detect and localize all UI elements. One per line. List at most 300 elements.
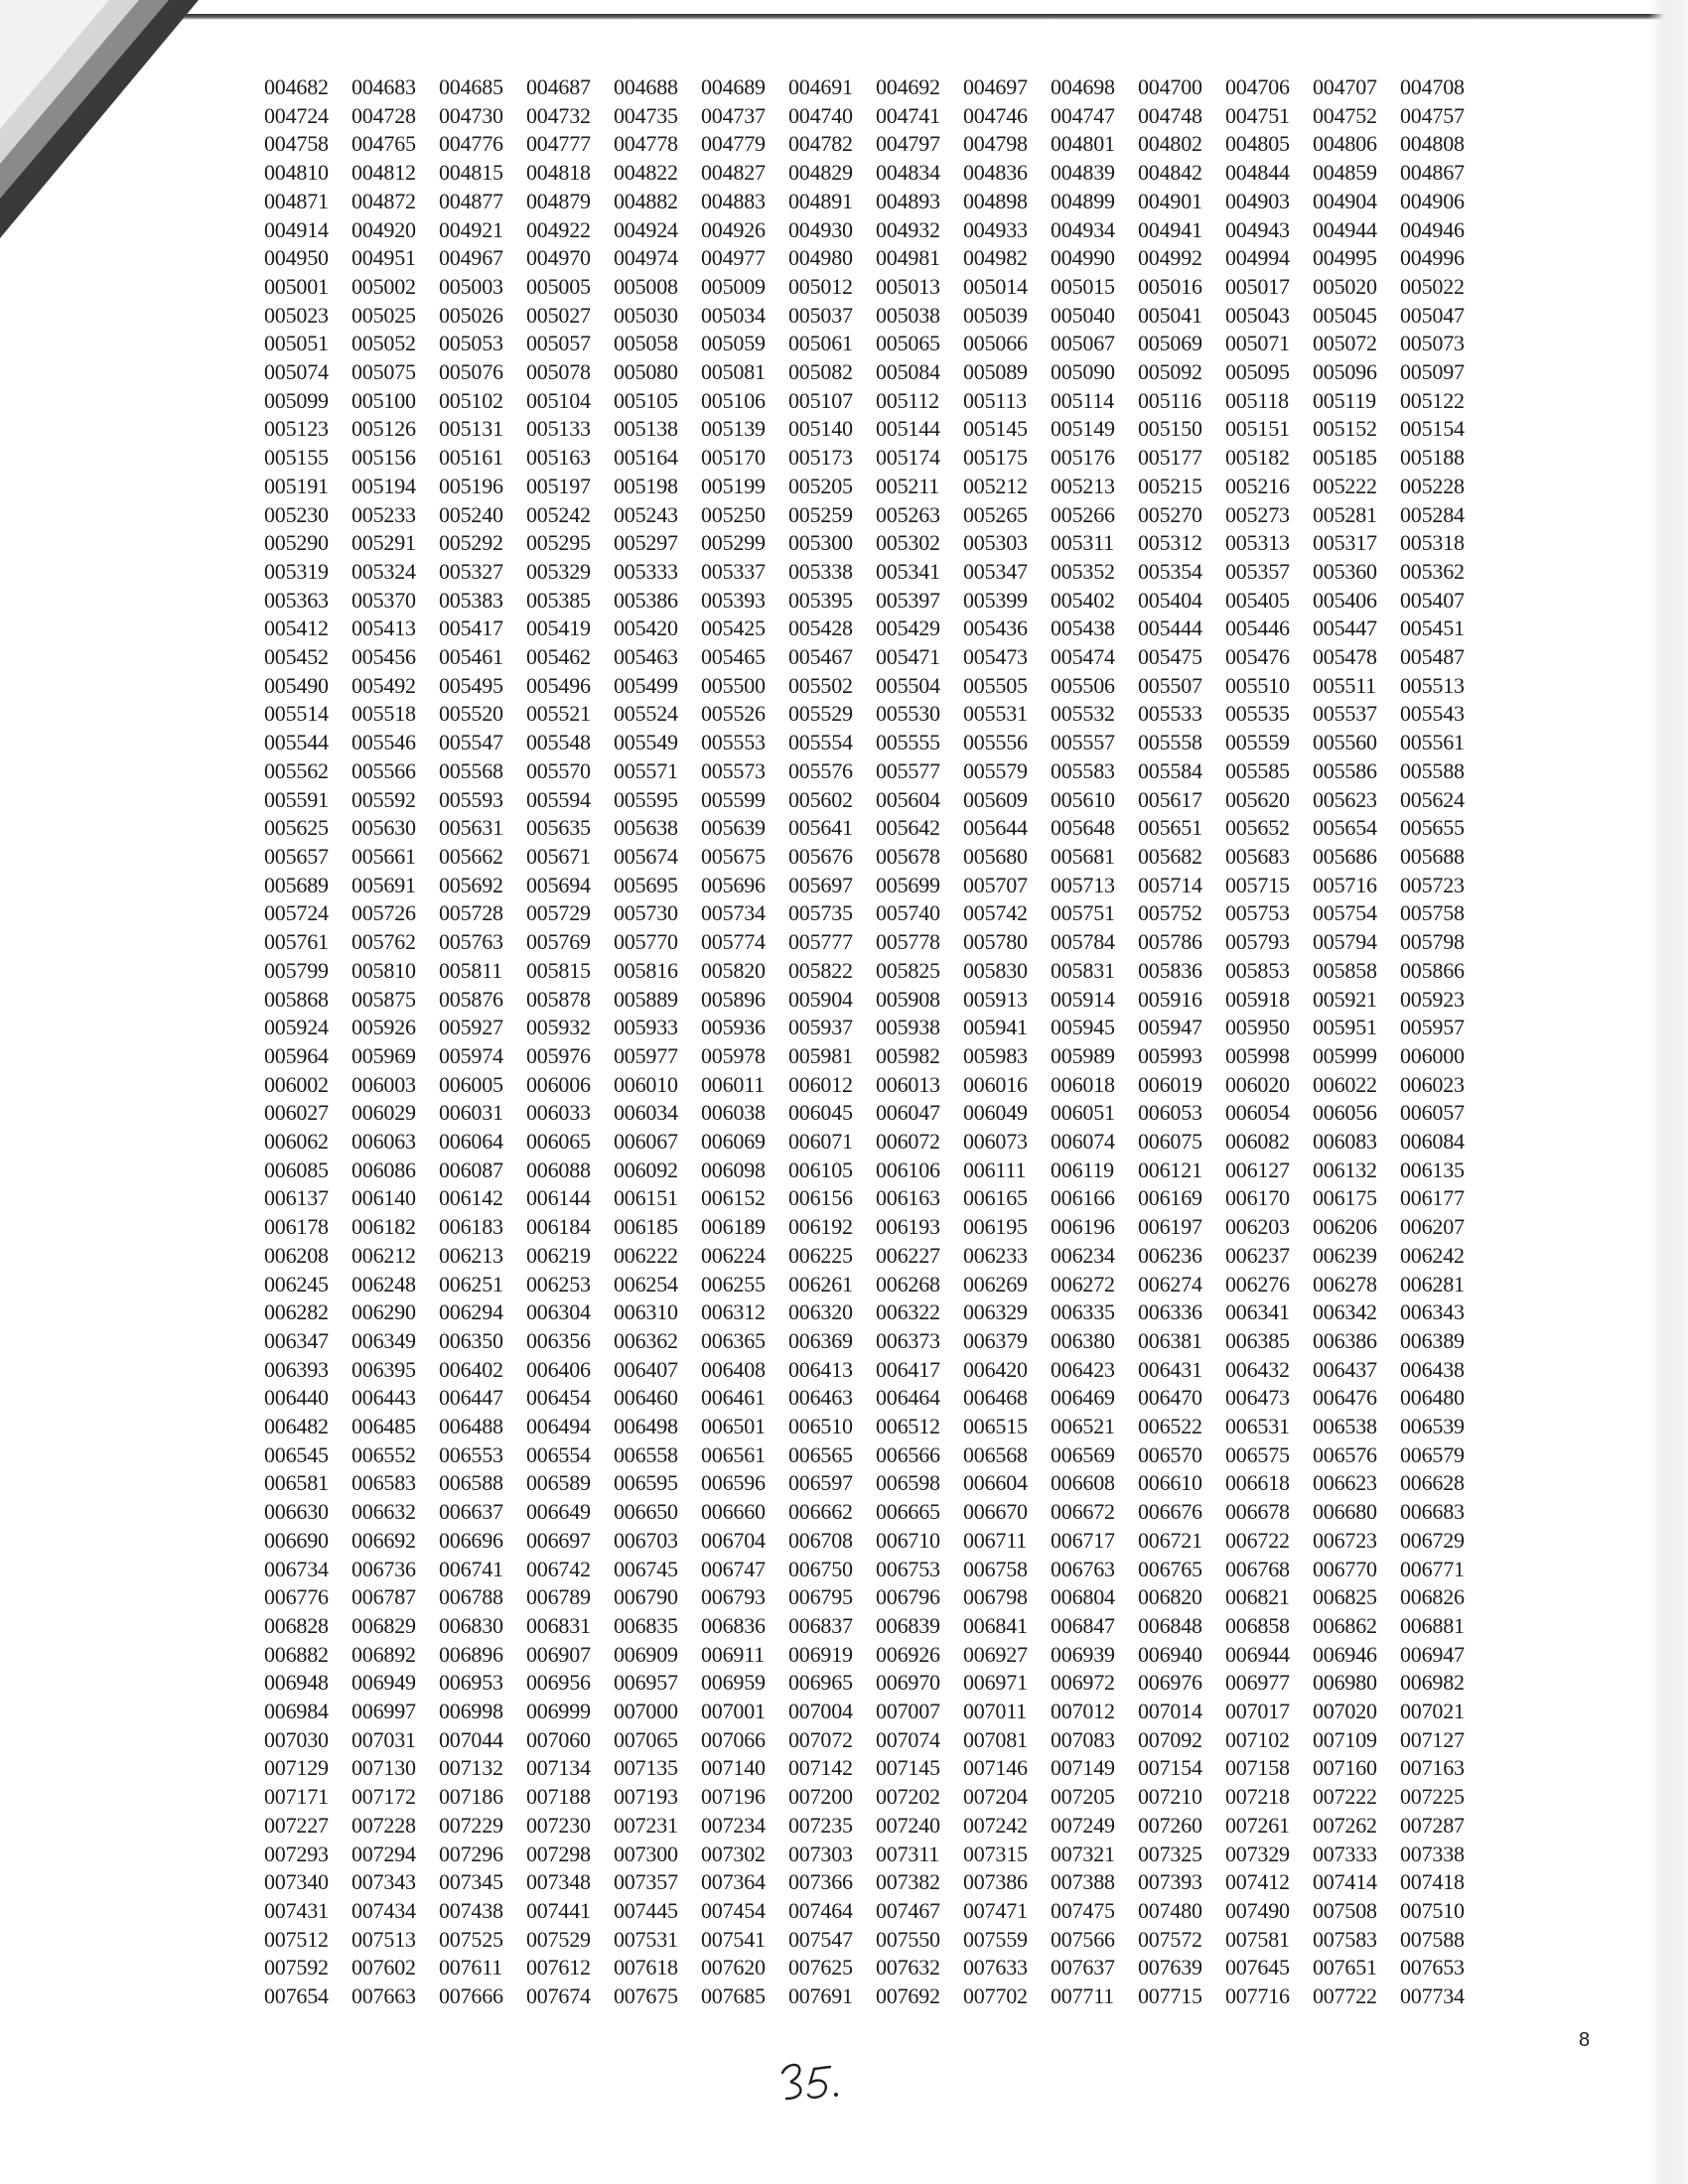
table-cell: 006595 [614,1470,678,1496]
table-cell: 006018 [1051,1071,1115,1097]
table-cell: 007508 [1313,1898,1377,1923]
table-cell: 006002 [264,1071,329,1097]
table-cell: 006959 [701,1670,766,1696]
table-cell: 005546 [352,730,416,755]
table-row [264,986,1487,1015]
table-cell: 006362 [614,1327,678,1353]
table-cell: 007210 [1138,1784,1202,1810]
table-cell: 005072 [1313,331,1377,356]
table-row [264,1868,1487,1897]
table-cell: 006322 [876,1299,940,1325]
table-cell: 005695 [614,872,678,897]
table-cell: 006073 [963,1129,1028,1155]
table-row [264,1271,1487,1299]
table-cell: 005053 [439,331,503,356]
table-cell: 004737 [701,102,766,128]
table-cell: 005916 [1138,986,1202,1012]
table-cell: 005502 [788,672,853,698]
table-row [264,1469,1487,1498]
table-cell: 006583 [352,1470,416,1496]
table-cell: 004692 [876,74,940,99]
table-cell: 005675 [701,843,766,869]
table-cell: 006182 [352,1214,416,1240]
table-cell: 005490 [264,672,329,698]
table-cell: 005780 [963,929,1028,955]
table-cell: 006788 [439,1584,503,1610]
table-cell: 006212 [352,1242,416,1268]
table-cell: 006545 [264,1441,329,1467]
table-cell: 005595 [614,786,678,812]
table-cell: 007639 [1138,1955,1202,1980]
table-cell: 005751 [1051,900,1115,926]
table-cell: 006510 [788,1414,853,1439]
table-cell: 006245 [264,1271,329,1297]
table-cell: 006350 [439,1327,503,1353]
table-cell: 005933 [614,1015,678,1040]
table-row [264,700,1487,729]
table-cell: 005584 [1138,757,1202,783]
table-cell: 005932 [526,1015,591,1040]
table-cell: 006369 [788,1327,853,1353]
table-cell: 005196 [439,473,503,498]
table-cell: 006135 [1400,1157,1465,1182]
table-cell: 007490 [1225,1898,1290,1923]
table-cell: 005270 [1138,501,1202,527]
table-cell: 005047 [1400,302,1465,328]
table-cell: 006239 [1313,1242,1377,1268]
table-cell: 005531 [963,701,1028,727]
table-cell: 007060 [526,1726,591,1752]
table-cell: 006787 [352,1584,416,1610]
table-cell: 006413 [788,1356,853,1382]
table-cell: 005724 [264,900,329,926]
table-cell: 006207 [1400,1214,1465,1240]
table-cell: 005714 [1138,872,1202,897]
table-cell: 007222 [1313,1784,1377,1810]
table-cell: 006092 [614,1157,678,1182]
table-cell: 006063 [352,1129,416,1155]
table-row [264,1812,1487,1841]
table-cell: 005058 [614,331,678,356]
table-cell: 005393 [701,587,766,613]
table-cell: 006320 [788,1299,853,1325]
table-row [264,899,1487,928]
table-cell: 006065 [526,1129,591,1155]
table-cell: 005076 [439,359,503,385]
table-cell: 007231 [614,1812,678,1838]
table-row [264,1128,1487,1157]
table-cell: 005586 [1313,757,1377,783]
table-row [264,1042,1487,1071]
table-cell: 005655 [1400,815,1465,841]
table-cell: 006027 [264,1100,329,1126]
table-cell: 005461 [439,644,503,670]
table-cell: 006708 [788,1527,853,1553]
table-cell: 005630 [352,815,416,841]
table-cell: 006821 [1225,1584,1290,1610]
table-cell: 006847 [1051,1612,1115,1638]
table-cell: 005889 [614,986,678,1012]
table-cell: 006892 [352,1641,416,1667]
table-cell: 007340 [264,1869,329,1895]
table-cell: 006000 [1400,1042,1465,1068]
table-cell: 005836 [1138,957,1202,983]
table-cell: 006597 [788,1470,853,1496]
table-cell: 004883 [701,188,766,213]
table-cell: 005429 [876,615,940,641]
table-row [264,786,1487,815]
table-cell: 007513 [352,1926,416,1952]
table-cell: 006304 [526,1299,591,1325]
table-cell: 005896 [701,986,766,1012]
table-cell: 004757 [1400,102,1465,128]
table-row [264,1669,1487,1698]
table-cell: 006829 [352,1612,416,1638]
table-cell: 005012 [788,273,853,299]
table-cell: 005734 [701,900,766,926]
table-cell: 005937 [788,1015,853,1040]
table-row [264,843,1487,872]
table-cell: 005273 [1225,501,1290,527]
table-cell: 005982 [876,1042,940,1068]
table-cell: 005571 [614,757,678,783]
table-cell: 004798 [963,131,1028,157]
table-cell: 005947 [1138,1015,1202,1040]
table-cell: 006373 [876,1327,940,1353]
table-cell: 005499 [614,672,678,698]
table-cell: 007512 [264,1926,329,1952]
table-cell: 007663 [352,1983,416,2009]
table-cell: 005810 [352,957,416,983]
table-cell: 005533 [1138,701,1202,727]
table-cell: 007229 [439,1812,503,1838]
table-cell: 005039 [963,302,1028,328]
table-cell: 006703 [614,1527,678,1553]
table-cell: 005402 [1051,587,1115,613]
table-cell: 006196 [1051,1214,1115,1240]
table-cell: 007547 [788,1926,853,1952]
table-cell: 007637 [1051,1955,1115,1980]
table-cell: 005297 [614,530,678,556]
table-cell: 005005 [526,273,591,299]
table-cell: 006269 [963,1271,1028,1297]
table-cell: 004867 [1400,160,1465,186]
table-cell: 005642 [876,815,940,841]
table-cell: 007020 [1313,1699,1377,1724]
table-cell: 005022 [1400,273,1465,299]
table-cell: 005447 [1313,615,1377,641]
table-cell: 006170 [1225,1185,1290,1211]
table-cell: 005556 [963,730,1028,755]
table-cell: 005699 [876,872,940,897]
table-cell: 006406 [526,1356,591,1382]
table-cell: 005199 [701,473,766,498]
table-cell: 004933 [963,216,1028,242]
table-cell: 004970 [526,245,591,271]
table-cell: 005624 [1400,786,1465,812]
table-row [264,1726,1487,1755]
table-cell: 006310 [614,1299,678,1325]
table-cell: 006710 [876,1527,940,1553]
table-cell: 006690 [264,1527,329,1553]
table-cell: 006255 [701,1271,766,1297]
table-cell: 007715 [1138,1983,1202,2009]
table-cell: 005078 [526,359,591,385]
table-cell: 007240 [876,1812,940,1838]
table-cell: 006408 [701,1356,766,1382]
table-cell: 005097 [1400,359,1465,385]
table-cell: 005560 [1313,730,1377,755]
table-cell: 004778 [614,131,678,157]
table-cell: 005139 [701,416,766,442]
table-cell: 005027 [526,302,591,328]
table-cell: 006944 [1225,1641,1290,1667]
table-cell: 006013 [876,1071,940,1097]
table-cell: 007294 [352,1841,416,1866]
table-cell: 005936 [701,1015,766,1040]
table-cell: 004782 [788,131,853,157]
table-row [264,614,1487,643]
table-cell: 006234 [1051,1242,1115,1268]
table-cell: 006402 [439,1356,503,1382]
table-cell: 005436 [963,615,1028,641]
table-cell: 006053 [1138,1100,1202,1126]
table-cell: 006144 [526,1185,591,1211]
table-cell: 005014 [963,273,1028,299]
table-cell: 005170 [701,445,766,471]
table-cell: 005065 [876,331,940,356]
table-cell: 007333 [1313,1841,1377,1866]
table-cell: 005692 [439,872,503,897]
table-cell: 007200 [788,1784,853,1810]
table-cell: 005697 [788,872,853,897]
table-cell: 005313 [1225,530,1290,556]
table-cell: 007130 [352,1755,416,1781]
table-cell: 007541 [701,1926,766,1952]
table-cell: 005438 [1051,615,1115,641]
table-cell: 006395 [352,1356,416,1382]
table-cell: 004879 [526,188,591,213]
table-cell: 005638 [614,815,678,841]
table-cell: 006972 [1051,1670,1115,1696]
table-cell: 005740 [876,900,940,926]
table-cell: 006213 [439,1242,503,1268]
table-cell: 007260 [1138,1812,1202,1838]
table-cell: 006836 [701,1612,766,1638]
table-cell: 005644 [963,815,1028,841]
table-cell: 006554 [526,1441,591,1467]
table-cell: 007044 [439,1726,503,1752]
table-cell: 005858 [1313,957,1377,983]
table-cell: 005176 [1051,445,1115,471]
table-cell: 005662 [439,843,503,869]
table-cell: 006831 [526,1612,591,1638]
table-row [264,1242,1487,1271]
table-cell: 006977 [1225,1670,1290,1696]
table-cell: 006051 [1051,1100,1115,1126]
table-cell: 005593 [439,786,503,812]
table-cell: 005144 [876,416,940,442]
table-cell: 005057 [526,331,591,356]
table-cell: 005417 [439,615,503,641]
table-cell: 005300 [788,530,853,556]
table-cell: 005604 [876,786,940,812]
table-cell: 004685 [439,74,503,99]
table-cell: 006417 [876,1356,940,1382]
table-cell: 006165 [963,1185,1028,1211]
table-cell: 006022 [1313,1071,1377,1097]
table-cell: 006882 [264,1641,329,1667]
table-row [264,216,1487,245]
table-cell: 006440 [264,1385,329,1411]
table-cell: 005263 [876,501,940,527]
table-cell: 005591 [264,786,329,812]
table-cell: 004746 [963,102,1028,128]
table-cell: 006023 [1400,1071,1465,1097]
table-cell: 007592 [264,1955,329,1980]
table-cell: 006177 [1400,1185,1465,1211]
table-row [264,587,1487,615]
table-cell: 007625 [788,1955,853,1980]
table-cell: 006253 [526,1271,591,1297]
table-row [264,130,1487,159]
table-cell: 006356 [526,1327,591,1353]
table-cell: 005811 [439,957,502,983]
table-cell: 006468 [963,1385,1028,1411]
table-cell: 005526 [701,701,766,727]
table-cell: 005594 [526,786,591,812]
table-cell: 005648 [1051,815,1115,841]
table-cell: 004805 [1225,131,1290,157]
table-cell: 006290 [352,1299,416,1325]
table-cell: 005291 [352,530,416,556]
table-row [264,159,1487,188]
table-cell: 006137 [264,1185,329,1211]
table-cell: 005763 [439,929,503,955]
table-cell: 005993 [1138,1042,1202,1068]
table-cell: 005043 [1225,302,1290,328]
table-cell: 007722 [1313,1983,1377,2009]
table-cell: 005084 [876,359,940,385]
table-cell: 005164 [614,445,678,471]
table-cell: 006628 [1400,1470,1465,1496]
table-cell: 007559 [963,1926,1028,1952]
table-cell: 004901 [1138,188,1202,213]
table-cell: 006697 [526,1527,591,1553]
table-cell: 006683 [1400,1499,1465,1525]
table-cell: 006420 [963,1356,1028,1382]
table-cell: 004740 [788,102,853,128]
table-cell: 005425 [701,615,766,641]
table-cell: 006447 [439,1385,503,1411]
table-cell: 007434 [352,1898,416,1923]
table-cell: 005001 [264,273,329,299]
table-cell: 006067 [614,1129,678,1155]
table-cell: 007343 [352,1869,416,1895]
table-cell: 005030 [614,302,678,328]
table-cell: 007081 [963,1726,1028,1752]
table-cell: 007441 [526,1898,591,1923]
table-cell: 006206 [1313,1214,1377,1240]
table-cell: 005002 [352,273,416,299]
table-cell: 006539 [1400,1414,1465,1439]
table-row [264,1897,1487,1926]
table-cell: 005362 [1400,558,1465,584]
table-cell: 007298 [526,1841,591,1866]
table-cell: 006553 [439,1441,503,1467]
table-cell: 004751 [1225,102,1290,128]
table-cell: 005511 [1313,672,1376,698]
table-cell: 005133 [526,416,591,442]
table-cell: 007129 [264,1755,329,1781]
table-cell: 007001 [701,1699,766,1724]
table-cell: 005112 [876,387,939,413]
table-cell: 006771 [1400,1556,1465,1581]
table-cell: 007154 [1138,1755,1202,1781]
table-cell: 005561 [1400,730,1465,755]
table-row [264,1641,1487,1670]
table-cell: 004934 [1051,216,1115,242]
table-cell: 006948 [264,1670,329,1696]
table-cell: 006379 [963,1327,1028,1353]
table-cell: 005370 [352,587,416,613]
table-cell: 007163 [1400,1755,1465,1781]
table-cell: 006074 [1051,1129,1115,1155]
table-cell: 007234 [701,1812,766,1838]
table-cell: 006957 [614,1670,678,1696]
table-cell: 006203 [1225,1214,1290,1240]
table-cell: 006692 [352,1527,416,1553]
table-cell: 005066 [963,331,1028,356]
table-cell: 007188 [526,1784,591,1810]
table-cell: 004893 [876,188,940,213]
table-cell: 004748 [1138,102,1202,128]
table-cell: 006998 [439,1699,503,1724]
table-row [264,729,1487,757]
table-cell: 006828 [264,1612,329,1638]
table-cell: 004882 [614,188,678,213]
table-cell: 004765 [352,131,416,157]
table-cell: 004990 [1051,245,1115,271]
table-cell: 005723 [1400,872,1465,897]
table-cell: 005599 [701,786,766,812]
table-cell: 006119 [1051,1157,1114,1182]
table-cell: 006178 [264,1214,329,1240]
table-cell: 006010 [614,1071,678,1097]
table-cell: 006343 [1400,1299,1465,1325]
table-cell: 006984 [264,1699,329,1724]
table-cell: 006057 [1400,1100,1465,1126]
table-cell: 005964 [264,1042,329,1068]
table-cell: 007510 [1400,1898,1465,1923]
table-cell: 007228 [352,1812,416,1838]
table-cell: 006997 [352,1699,416,1724]
table-cell: 004914 [264,216,329,242]
table-cell: 005876 [439,986,503,1012]
table-cell: 005609 [963,786,1028,812]
table-cell: 006175 [1313,1185,1377,1211]
table-row [264,302,1487,331]
table-cell: 004871 [264,188,329,213]
table-cell: 007445 [614,1898,678,1923]
table-cell: 006947 [1400,1641,1465,1667]
table-cell: 005487 [1400,644,1465,670]
table-cell: 005559 [1225,730,1290,755]
table-cell: 005299 [701,530,766,556]
table-row [264,1413,1487,1441]
table-cell: 006086 [352,1157,416,1182]
table-cell: 006169 [1138,1185,1202,1211]
